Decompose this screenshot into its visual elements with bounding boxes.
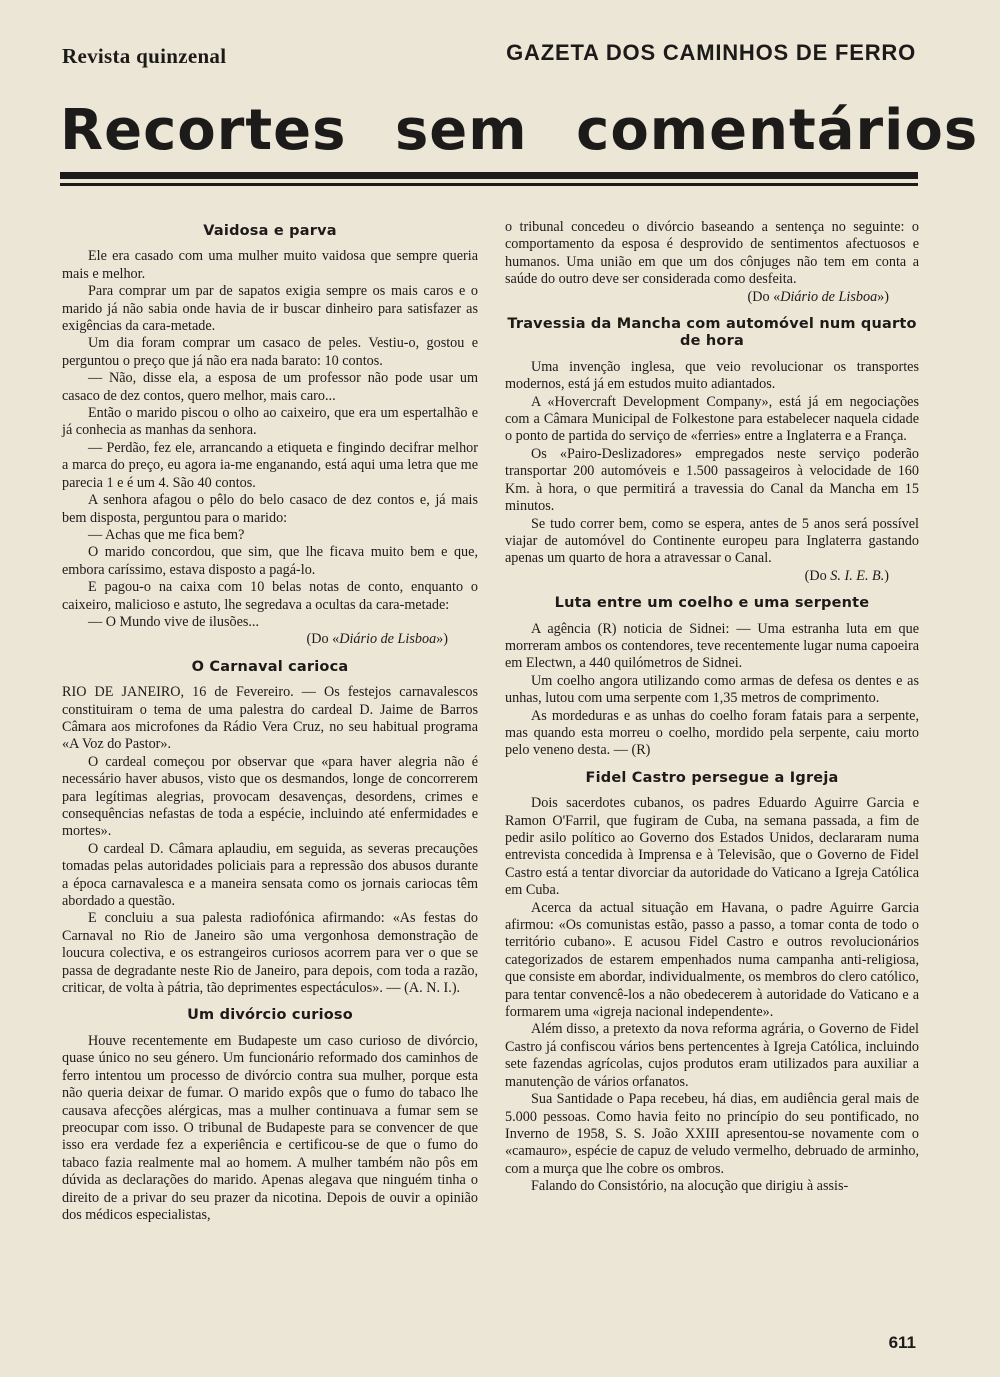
- article-heading: Travessia da Mancha com automóvel num quarto de hora: [507, 316, 917, 350]
- article-divorcio: [62, 1007, 478, 1224]
- paragraph: Sua Santidade o Papa recebeu, há dias, em audiência geral mais de 5.000 pessoas. Como havia feito no princípio do seu pontificado, no Inverno de 1958, S. S. João XXIII apresentou-se novamente com o «camauro», espécie de capuz de veludo vermelho, debruado de arminho, com a murça que lhe cobre os ombros.: [505, 1091, 919, 1177]
- paragraph: Para comprar um par de sapatos exigia sempre os mais caros e o marido já não sabia onde havia de ir buscar dinheiro para satisfazer as exigências da cara-metade.: [62, 283, 478, 335]
- paragraph: Acerca da actual situação em Havana, o padre Aguirre Garcia afirmou: «Os comunistas estão, passo a passo, a tomar conta de todo o território cubano». E acusou Fidel Castro e outros revolucionários categorizados de estarem empenhados numa campanha anti-religiosa, que consiste em abordar, individualmente, os membros do clero católico, para tentar convencê-los a não obedecerem à autoridade do Vaticano e a formarem uma «igreja nacional independente».: [505, 899, 919, 1021]
- article-vaidosa: [62, 223, 478, 649]
- paragraph: Os «Pairo-Deslizadores» empregados neste serviço poderão transportar 200 automóveis e 1.500 passageiros à velocidade de 160 Km. à hora, o que permitirá a travessia do Canal da Mancha em 15 minutos.: [505, 445, 919, 515]
- article-source: (Do «Diário de Lisboa»): [747, 288, 889, 305]
- title-rule-thin: [60, 183, 918, 186]
- source-name: Diário de Lisboa: [780, 288, 878, 305]
- article-heading: Um divórcio curioso: [187, 1007, 353, 1024]
- paragraph: Houve recentemente em Budapeste um caso curioso de divórcio, quase único no seu género. Um funcionário reformado dos caminhos de ferro intentou um processo de divórcio contra sua mulher, porque esta não queria deixar de fumar. O marido expôs que o fumo do tabaco lhe causava afecções alérgicas, mas a mulher continuava a fumar sem se preocupar com isso. O tribunal de Budapeste para se convencer de que isso era verdade fez a experiência e certificou-se de que o fumo do tabaco fazia realmente mal ao homem. A mulher também não pôs em dúvida as declarações do marido. Apenas alegava que ninguém tinha o direito de a privar do seu prazer da nicotina. Depois de ouvir a opinião dos médicos especialistas,: [62, 1032, 478, 1223]
- paragraph: Ele era casado com uma mulher muito vaidosa que sempre queria mais e melhor.: [62, 248, 478, 282]
- title-rule-thick: [60, 172, 918, 179]
- article-carnaval: [62, 659, 478, 998]
- article-travessia: [505, 316, 919, 585]
- right-column: [505, 219, 919, 1196]
- paragraph: O marido concordou, que sim, que lhe ficava muito bem e que, embora caríssimo, estava disposto a pagá-lo.: [62, 544, 478, 578]
- paragraph: Um coelho angora utilizando como armas de defesa os dentes e as unhas, lutou com uma serpente com 1,35 metros de comprimento.: [505, 672, 919, 707]
- article-heading: Vaidosa e parva: [203, 223, 337, 239]
- paragraph: Falando do Consistório, na alocução que dirigiu à assis-: [531, 1178, 849, 1195]
- paragraph: O cardeal começou por observar que «para haver alegria não é necessário haver abusos, visto que os desmandos, longe de concorrerem para legítimas alegrias, provocam desavenças, desordens, crimes e consequências nefastas de toda a espécie, incluindo até enfermidades e mortes».: [62, 753, 478, 840]
- paragraph: — Achas que me fica bem?: [88, 526, 245, 543]
- paragraph: A agência (R) noticia de Sidnei: — Uma estranha luta em que morreram ambos os contendores, teve recentemente lugar numa capoeira em Electwn, a 440 quilómetros de Sidnei.: [505, 620, 920, 672]
- article-fidel: [505, 770, 919, 1196]
- article-luta: [505, 595, 919, 760]
- paragraph: Dois sacerdotes cubanos, os padres Eduardo Aguirre Garcia e Ramon O'Farril, que fugiram de Cuba, na semana passada, a fim de pedir asilo político ao Governo dos Estados Unidos, declararam numa entrevista concedida à Imprensa e à Televisão, que o Governo de Fidel Castro está a tentar divorciar da autoridade do Vaticano a Igreja Católica em Cuba.: [505, 795, 919, 899]
- paragraph: O cardeal D. Câmara aplaudiu, em seguida, as severas precauções tomadas pelas autoridades policiais para a repressão dos abusos durante a época carnavalesca e a maneira sensata como os jornais cariocas têm abordado a questão.: [62, 840, 478, 910]
- paragraph: — Perdão, fez ele, arrancando a etiqueta e fingindo decifrar melhor a marca do preço, eu agora ia-me enganando, está aqui uma letra que me parecia 1 e é um 4. São 40 contos.: [62, 439, 478, 491]
- source-name: S. I. E. B.: [830, 567, 885, 584]
- paragraph: Além disso, a pretexto da nova reforma agrária, o Governo de Fidel Castro já confiscou vários bens pertencentes à Igreja Católica, incluindo sete fazendas agrícolas, cujos produtos eram utilizados para auxiliar a manutenção de vários orfanatos.: [505, 1021, 919, 1090]
- paragraph: A senhora afagou o pêlo do belo casaco de dez contos e, já mais bem disposta, perguntou para o marido:: [62, 492, 478, 526]
- article-divorcio-continued: [505, 219, 919, 306]
- paragraph: — Não, disse ela, a esposa de um professor não pode usar um casaco de dez contos, quero melhor, mais caro...: [62, 370, 478, 404]
- paragraph: Um dia foram comprar um casaco de peles. Vestiu-o, gostou e perguntou o preço que já não era nada barato: 10 contos.: [62, 335, 478, 369]
- header-publication-name: GAZETA DOS CAMINHOS DE FERRO: [506, 40, 916, 65]
- left-column: [62, 223, 478, 1224]
- source-name: Diário de Lisboa: [339, 631, 437, 648]
- paragraph: A «Hovercraft Development Company», está já em negociações com a Câmara Municipal de Folkestone para estabelecer naquela cidade o ponto de partida do serviço de «ferries» entre a Inglaterra e a França.: [505, 393, 919, 445]
- page-title: Recortes sem comentários: [60, 98, 979, 163]
- header-publication-frequency: Revista quinzenal: [62, 44, 227, 68]
- article-heading: Luta entre um coelho e uma serpente: [554, 595, 870, 612]
- paragraph: E pagou-o na caixa com 10 belas notas de conto, enquanto o caixeiro, malicioso e astuto, lhe segredava a ocultas da cara-metade:: [62, 579, 478, 613]
- article-source: (Do «Diário de Lisboa»): [306, 631, 448, 648]
- page-number: 611: [888, 1333, 916, 1352]
- article-heading: Fidel Castro persegue a Igreja: [585, 769, 839, 786]
- article-heading: O Carnaval carioca: [191, 658, 349, 675]
- paragraph: As mordeduras e as unhas do coelho foram fatais para a serpente, mas quando esta morreu o coelho, mordido pela serpente, caiu morto pelo veneno desta. — (R): [505, 707, 919, 759]
- paragraph: Uma invenção inglesa, que veio revolucionar os transportes modernos, está já em estudos muito adiantados.: [505, 358, 919, 393]
- paragraph: o tribunal concedeu o divórcio baseando a sentença no seguinte: o comportamento da esposa é desprovido de sentimentos afectuosos e humanos. Uma união em que um dos cônjuges não tem em conta a saúde do outro deve ser considerada como desfeita.: [505, 219, 919, 288]
- paragraph: RIO DE JANEIRO, 16 de Fevereiro. — Os festejos carnavalescos constituiram o tema de uma palestra do cardeal D. Jaime de Barros Câmara aos microfones da Rádio Vera Cruz, no seu habitual programa «A Voz do Pastor».: [62, 684, 478, 753]
- paragraph: Se tudo correr bem, como se espera, antes de 5 anos será possível viajar de automóvel do Continente europeu para Inglaterra gastando apenas um quarto de hora a atravessar o Canal.: [505, 515, 919, 567]
- paragraph: Então o marido piscou o olho ao caixeiro, que era um espertalhão e já conhecia as manhas da senhora.: [62, 405, 478, 439]
- article-source: (Do S. I. E. B.): [804, 567, 889, 584]
- paragraph: — O Mundo vive de ilusões...: [88, 613, 260, 630]
- paragraph: E concluiu a sua palesta radiofónica afirmando: «As festas do Carnaval no Rio de Janeiro são uma vergonhosa demonstração de loucura colectiva, e os estrangeiros curiosos acorrem para ver o que se passa de degradante neste Rio de Janeiro, para depois, com toda a razão, criticar, de volta à pátria, tão deprimentes espectáculos». — (A. N. I.).: [62, 910, 478, 997]
